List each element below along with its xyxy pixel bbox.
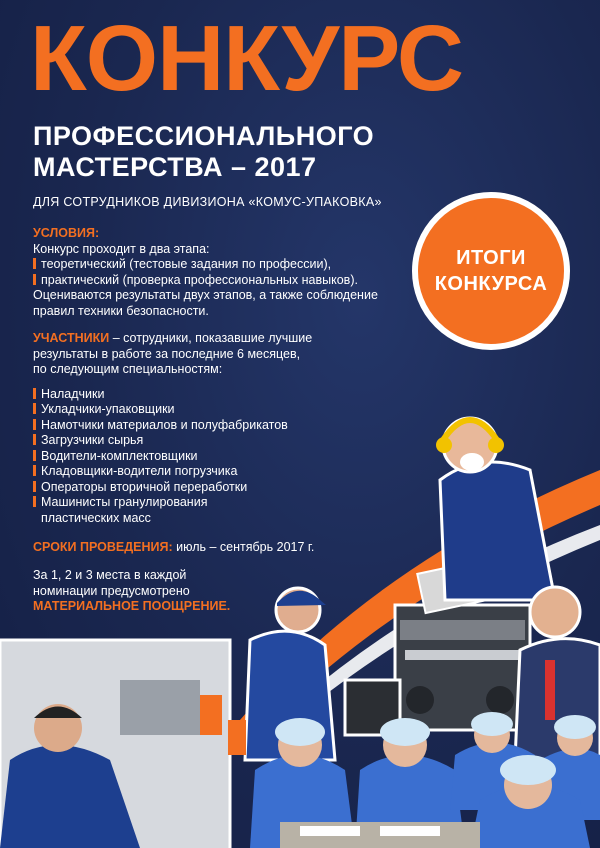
badge-line-2: КОНКУРСА (434, 273, 548, 295)
specialty-label: Машинисты гранулирования (41, 495, 208, 509)
specialty-label: Водители-комплектовщики (41, 448, 198, 463)
conditions-note-2: правил техники безопасности. (33, 303, 209, 318)
schedule-value: июль – сентябрь 2017 г. (172, 540, 315, 554)
forklift-driver (0, 640, 246, 848)
division-line: ДЛЯ СОТРУДНИКОВ ДИВИЗИОНА «КОМУС-УПАКОВКА» (33, 195, 382, 209)
worker-with-headphones (436, 418, 555, 600)
participants-heading: УЧАСТНИКИ (33, 331, 110, 345)
participants-line-2: результаты в работе за последние 6 месяцев, (33, 346, 301, 361)
conditions-heading: УСЛОВИЯ: (33, 226, 100, 240)
schedule-heading: СРОКИ ПРОВЕДЕНИЯ: (33, 540, 173, 554)
stage-2-text: практический (проверка профессиональных навыков). (41, 272, 358, 287)
subtitle-line-1: ПРОФЕССИОНАЛЬНОГО (33, 121, 375, 151)
specialty-label: Намотчики материалов и полуфабрикатов (41, 417, 288, 432)
specialty-label: Кладовщики-водители погрузчика (41, 464, 238, 478)
reward-highlight: МАТЕРИАЛЬНОЕ ПООЩРЕНИЕ. (33, 599, 231, 613)
poster-title: КОНКУРС (30, 6, 464, 110)
specialty-label: Загрузчики сырья (41, 433, 144, 447)
conditions-note-1: Оцениваются результаты двух этапов, а также соблюдение (33, 288, 378, 302)
specialty-label: Операторы вторичной переработки (41, 479, 248, 494)
conditions-intro: Конкурс проходит в два этапа: (33, 241, 210, 256)
stage-1-text: теоретический (тестовые задания по профессии), (41, 257, 332, 271)
participants-intro: – сотрудники, показавшие лучшие (109, 331, 313, 345)
reward-line-1: За 1, 2 и 3 места в каждой (33, 568, 187, 582)
specialty-label: Укладчики-упаковщики (41, 402, 175, 416)
specialty-label: Наладчики (41, 386, 105, 401)
badge-line-1: ИТОГИ (456, 247, 526, 269)
reward-line-2: номинации предусмотрено (33, 583, 190, 598)
participants-line-3: по следующим специальностям: (33, 362, 223, 376)
subtitle-line-2: МАСТЕРСТВА – 2017 (33, 152, 317, 182)
specialty-item-continuation: пластических масс (41, 510, 151, 525)
